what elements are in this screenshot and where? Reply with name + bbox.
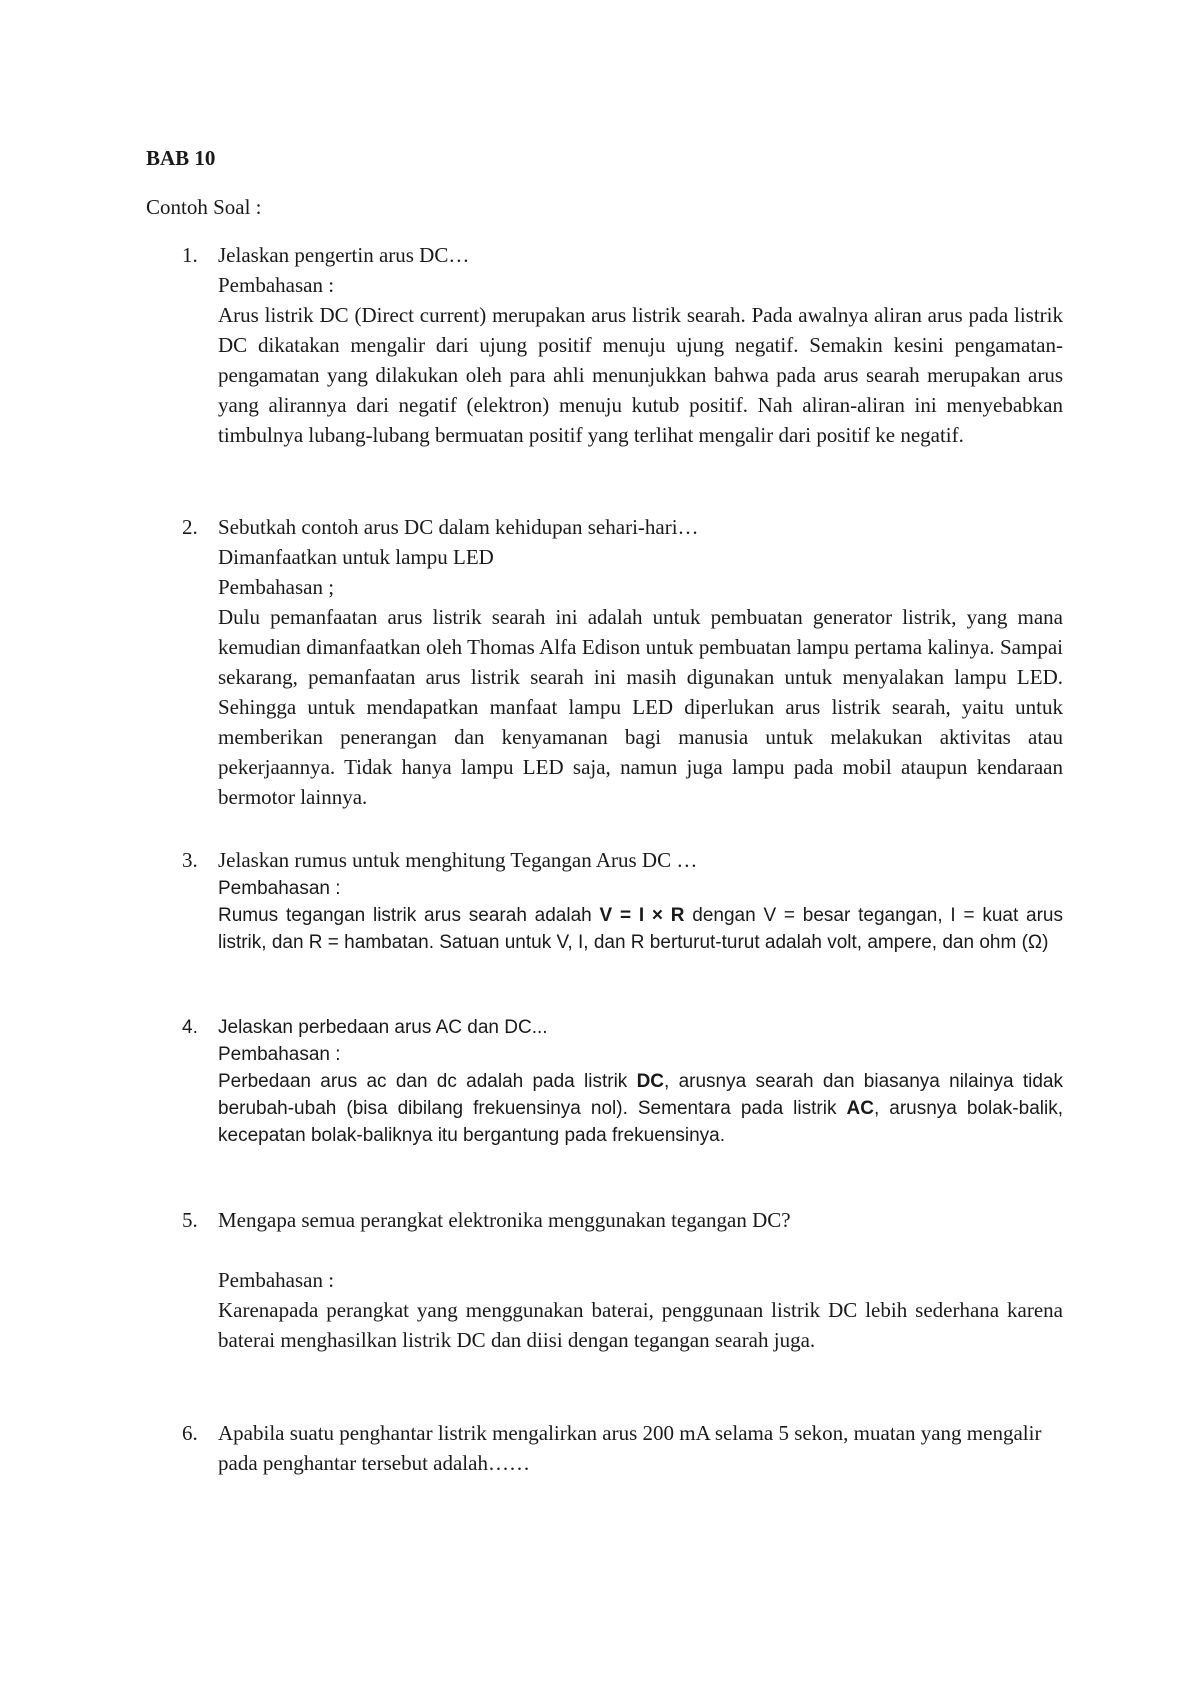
question-5 — [146, 1205, 1066, 1355]
question-text: Jelaskan perbedaan arus AC dan DC... — [218, 1017, 548, 1038]
question-number: 2. — [182, 515, 198, 539]
question-number: 1. — [182, 243, 198, 267]
answer-text: Karenapada perangkat yang menggunakan baterai, penggunaan listrik DC lebih sederhana karena baterai menghasilkan listrik DC dan diisi dengan tegangan searah juga. — [218, 1298, 1063, 1352]
question-number: 4. — [182, 1017, 198, 1038]
question-text: Jelaskan rumus untuk menghitung Tegangan Arus DC … — [218, 848, 698, 872]
discussion-label: Pembahasan : — [218, 1268, 335, 1292]
question-6 — [146, 1418, 1066, 1478]
discussion-label: Pembahasan : — [218, 273, 335, 297]
question-text: Apabila suatu penghantar listrik mengalirkan arus 200 mA selama 5 sekon, muatan yang mengalir pada penghantar tersebut adalah…… — [218, 1421, 1042, 1475]
question-number: 5. — [182, 1208, 198, 1232]
question-number: 3. — [182, 848, 198, 872]
question-text: Mengapa semua perangkat elektronika menggunakan tegangan DC? — [218, 1208, 791, 1232]
question-2 — [146, 512, 1066, 812]
discussion-label: Pembahasan : — [218, 1044, 341, 1065]
bold-dc: DC — [636, 1071, 665, 1092]
answer-text: Dulu pemanfaatan arus listrik searah ini adalah untuk pembuatan generator listrik, yang mana kemudian dimanfaatkan oleh Thomas Alfa Edison untuk pembuatan lampu pertama kalinya. Sampai sekarang, pemanfaatan arus listrik searah ini masih digunakan untuk menyalakan lampu LED. Sehingga untuk mendapatkan manfaat lampu LED diperlukan arus listrik searah, yaitu untuk memberikan penerangan dan kenyamanan bagi manusia untuk melakukan aktivitas atau pekerjaannya. Tidak hanya lampu LED saja, namun juga lampu pada mobil ataupun kendaraan bermotor lainnya. — [218, 605, 1063, 809]
answer-text: Perbedaan arus ac dan dc adalah pada listrik DC, arusnya searah dan biasanya nilainya tidak berubah-ubah (bisa dibilang frekuensinya nol). Sementara pada listrik AC, arusnya bolak-balik, kecepatan bolak-baliknya itu bergantung pada frekuensinya. — [218, 1071, 1063, 1146]
question-1 — [146, 240, 1066, 450]
discussion-label: Pembahasan ; — [218, 575, 335, 599]
question-4 — [146, 1014, 1066, 1149]
short-answer: Dimanfaatkan untuk lampu LED — [218, 545, 494, 569]
question-text: Sebutkah contoh arus DC dalam kehidupan sehari-hari… — [218, 515, 699, 539]
bold-ac: AC — [846, 1098, 874, 1119]
question-text: Jelaskan pengertin arus DC… — [218, 243, 470, 267]
question-3 — [146, 845, 1066, 956]
answer-text: Arus listrik DC (Direct current) merupakan arus listrik searah. Pada awalnya aliran arus pada listrik DC dikatakan mengalir dari ujung positif menuju ujung negatif. Semakin kesini pengamatan-pengamatan yang dilakukan oleh para ahli menunjukkan bahwa pada arus searah merupakan arus yang alirannya dari negatif (elektron) menuju kutub positif. Nah aliran-aliran ini menyebabkan timbulnya lubang-lubang bermuatan positif yang terlihat mengalir dari positif ke negatif. — [218, 303, 1063, 447]
chapter-title: BAB 10 — [146, 146, 216, 170]
question-number: 6. — [182, 1421, 198, 1445]
formula: V = I × R — [599, 905, 685, 926]
answer-text: Rumus tegangan listrik arus searah adalah V = I × R dengan V = besar tegangan, I = kuat arus listrik, dan R = hambatan. Satuan untuk V, I, dan R berturut-turut adalah volt, ampere, dan ohm (Ω) — [218, 905, 1064, 953]
section-subtitle: Contoh Soal : — [146, 195, 262, 219]
discussion-label: Pembahasan : — [218, 878, 341, 899]
